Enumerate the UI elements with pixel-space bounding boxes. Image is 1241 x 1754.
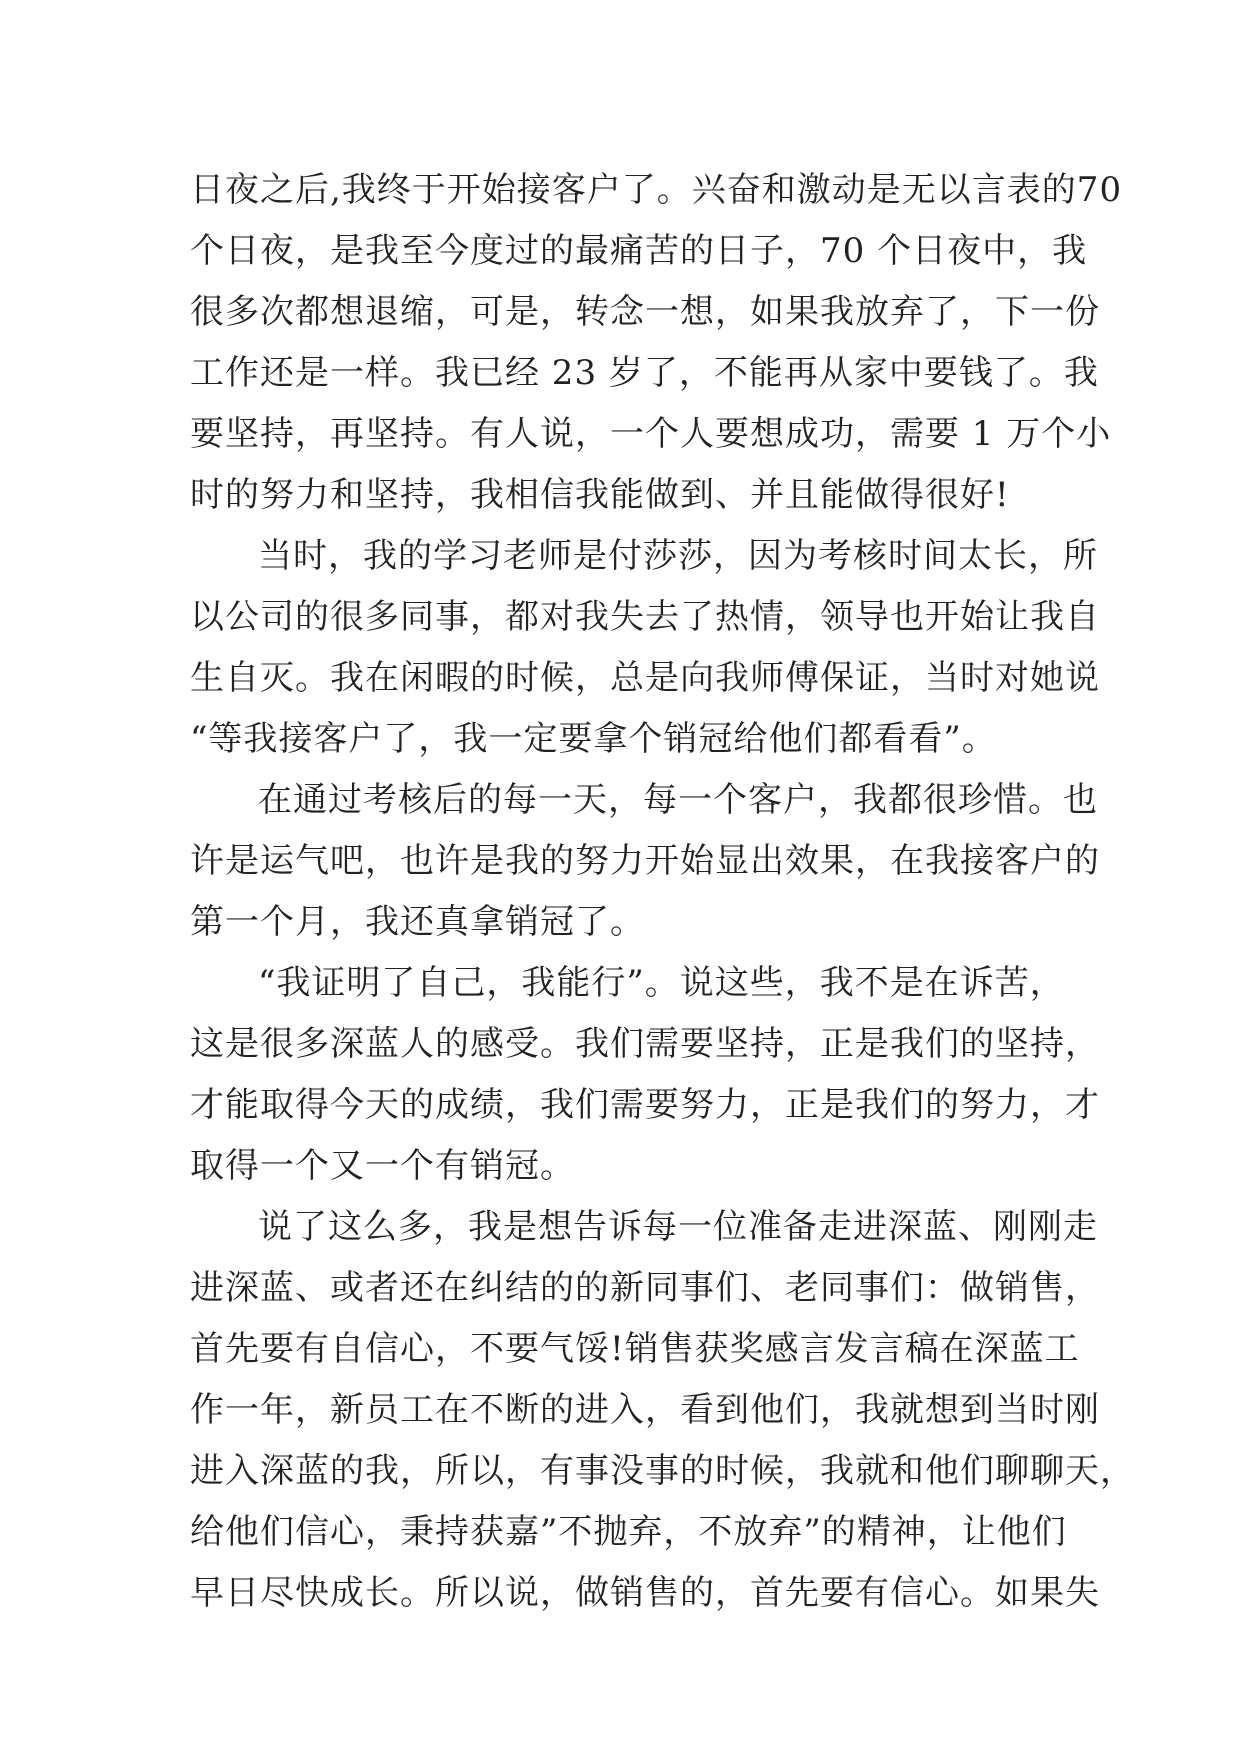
text-line: 个日夜，是我至今度过的最痛苦的日子，70 个日夜中，我 <box>190 231 1088 271</box>
text-line: 这是很多深蓝人的感受。我们需要坚持，正是我们的坚持， <box>190 1024 1100 1064</box>
body-text <box>190 160 1135 1624</box>
text-line: “等我接客户了，我一定要拿个销冠给他们都看看”。 <box>190 719 997 759</box>
text-line: 第一个月，我还真拿销冠了。 <box>190 902 645 942</box>
text-line: 要坚持，再坚持。有人说，一个人要想成功，需要 1 万个小 <box>190 414 1112 454</box>
text-line: 取得一个又一个有销冠。 <box>190 1146 575 1186</box>
text-line: 以公司的很多同事，都对我失去了热情，领导也开始让我自 <box>190 597 1100 637</box>
text-line: 进深蓝、或者还在纠结的的新同事们、老同事们：做销售， <box>190 1268 1100 1308</box>
text-line: 工作还是一样。我已经 23 岁了，不能再从家中要钱了。我 <box>190 353 1099 393</box>
text-line: 早日尽快成长。所以说，做销售的，首先要有信心。如果失 <box>190 1573 1100 1613</box>
text-line: 才能取得今天的成绩，我们需要努力，正是我们的努力，才 <box>190 1085 1100 1125</box>
text-line: 首先要有自信心，不要气馁!销售获奖感言发言稿在深蓝工 <box>190 1329 1080 1369</box>
text-line: 进入深蓝的我，所以，有事没事的时候，我就和他们聊聊天， <box>190 1451 1135 1491</box>
paragraph-first-line: “我证明了自己，我能行”。说这些，我不是在诉苦， <box>258 963 1065 1003</box>
paragraph-first-line: 在通过考核后的每一天，每一个客户，我都很珍惜。也 <box>258 780 1098 820</box>
text-line: 作一年，新员工在不断的进入，看到他们，我就想到当时刚 <box>190 1390 1100 1430</box>
text-line: 时的努力和坚持，我相信我能做到、并且能做得很好! <box>190 475 1010 515</box>
text-line: 给他们信心，秉持获嘉”不抛弃，不放弃”的精神，让他们 <box>190 1512 1067 1552</box>
text-line: 日夜之后,我终于开始接客户了。兴奋和激动是无以言表的70 <box>190 170 1123 210</box>
paragraph-first-line: 当时，我的学习老师是付莎莎，因为考核时间太长，所 <box>258 536 1098 576</box>
paragraph-first-line: 说了这么多，我是想告诉每一位准备走进深蓝、刚刚走 <box>258 1207 1098 1247</box>
text-line: 很多次都想退缩，可是，转念一想，如果我放弃了，下一份 <box>190 292 1100 332</box>
text-line: 许是运气吧，也许是我的努力开始显出效果，在我接客户的 <box>190 841 1100 881</box>
text-line: 生自灭。我在闲暇的时候，总是向我师傅保证，当时对她说 <box>190 658 1100 698</box>
